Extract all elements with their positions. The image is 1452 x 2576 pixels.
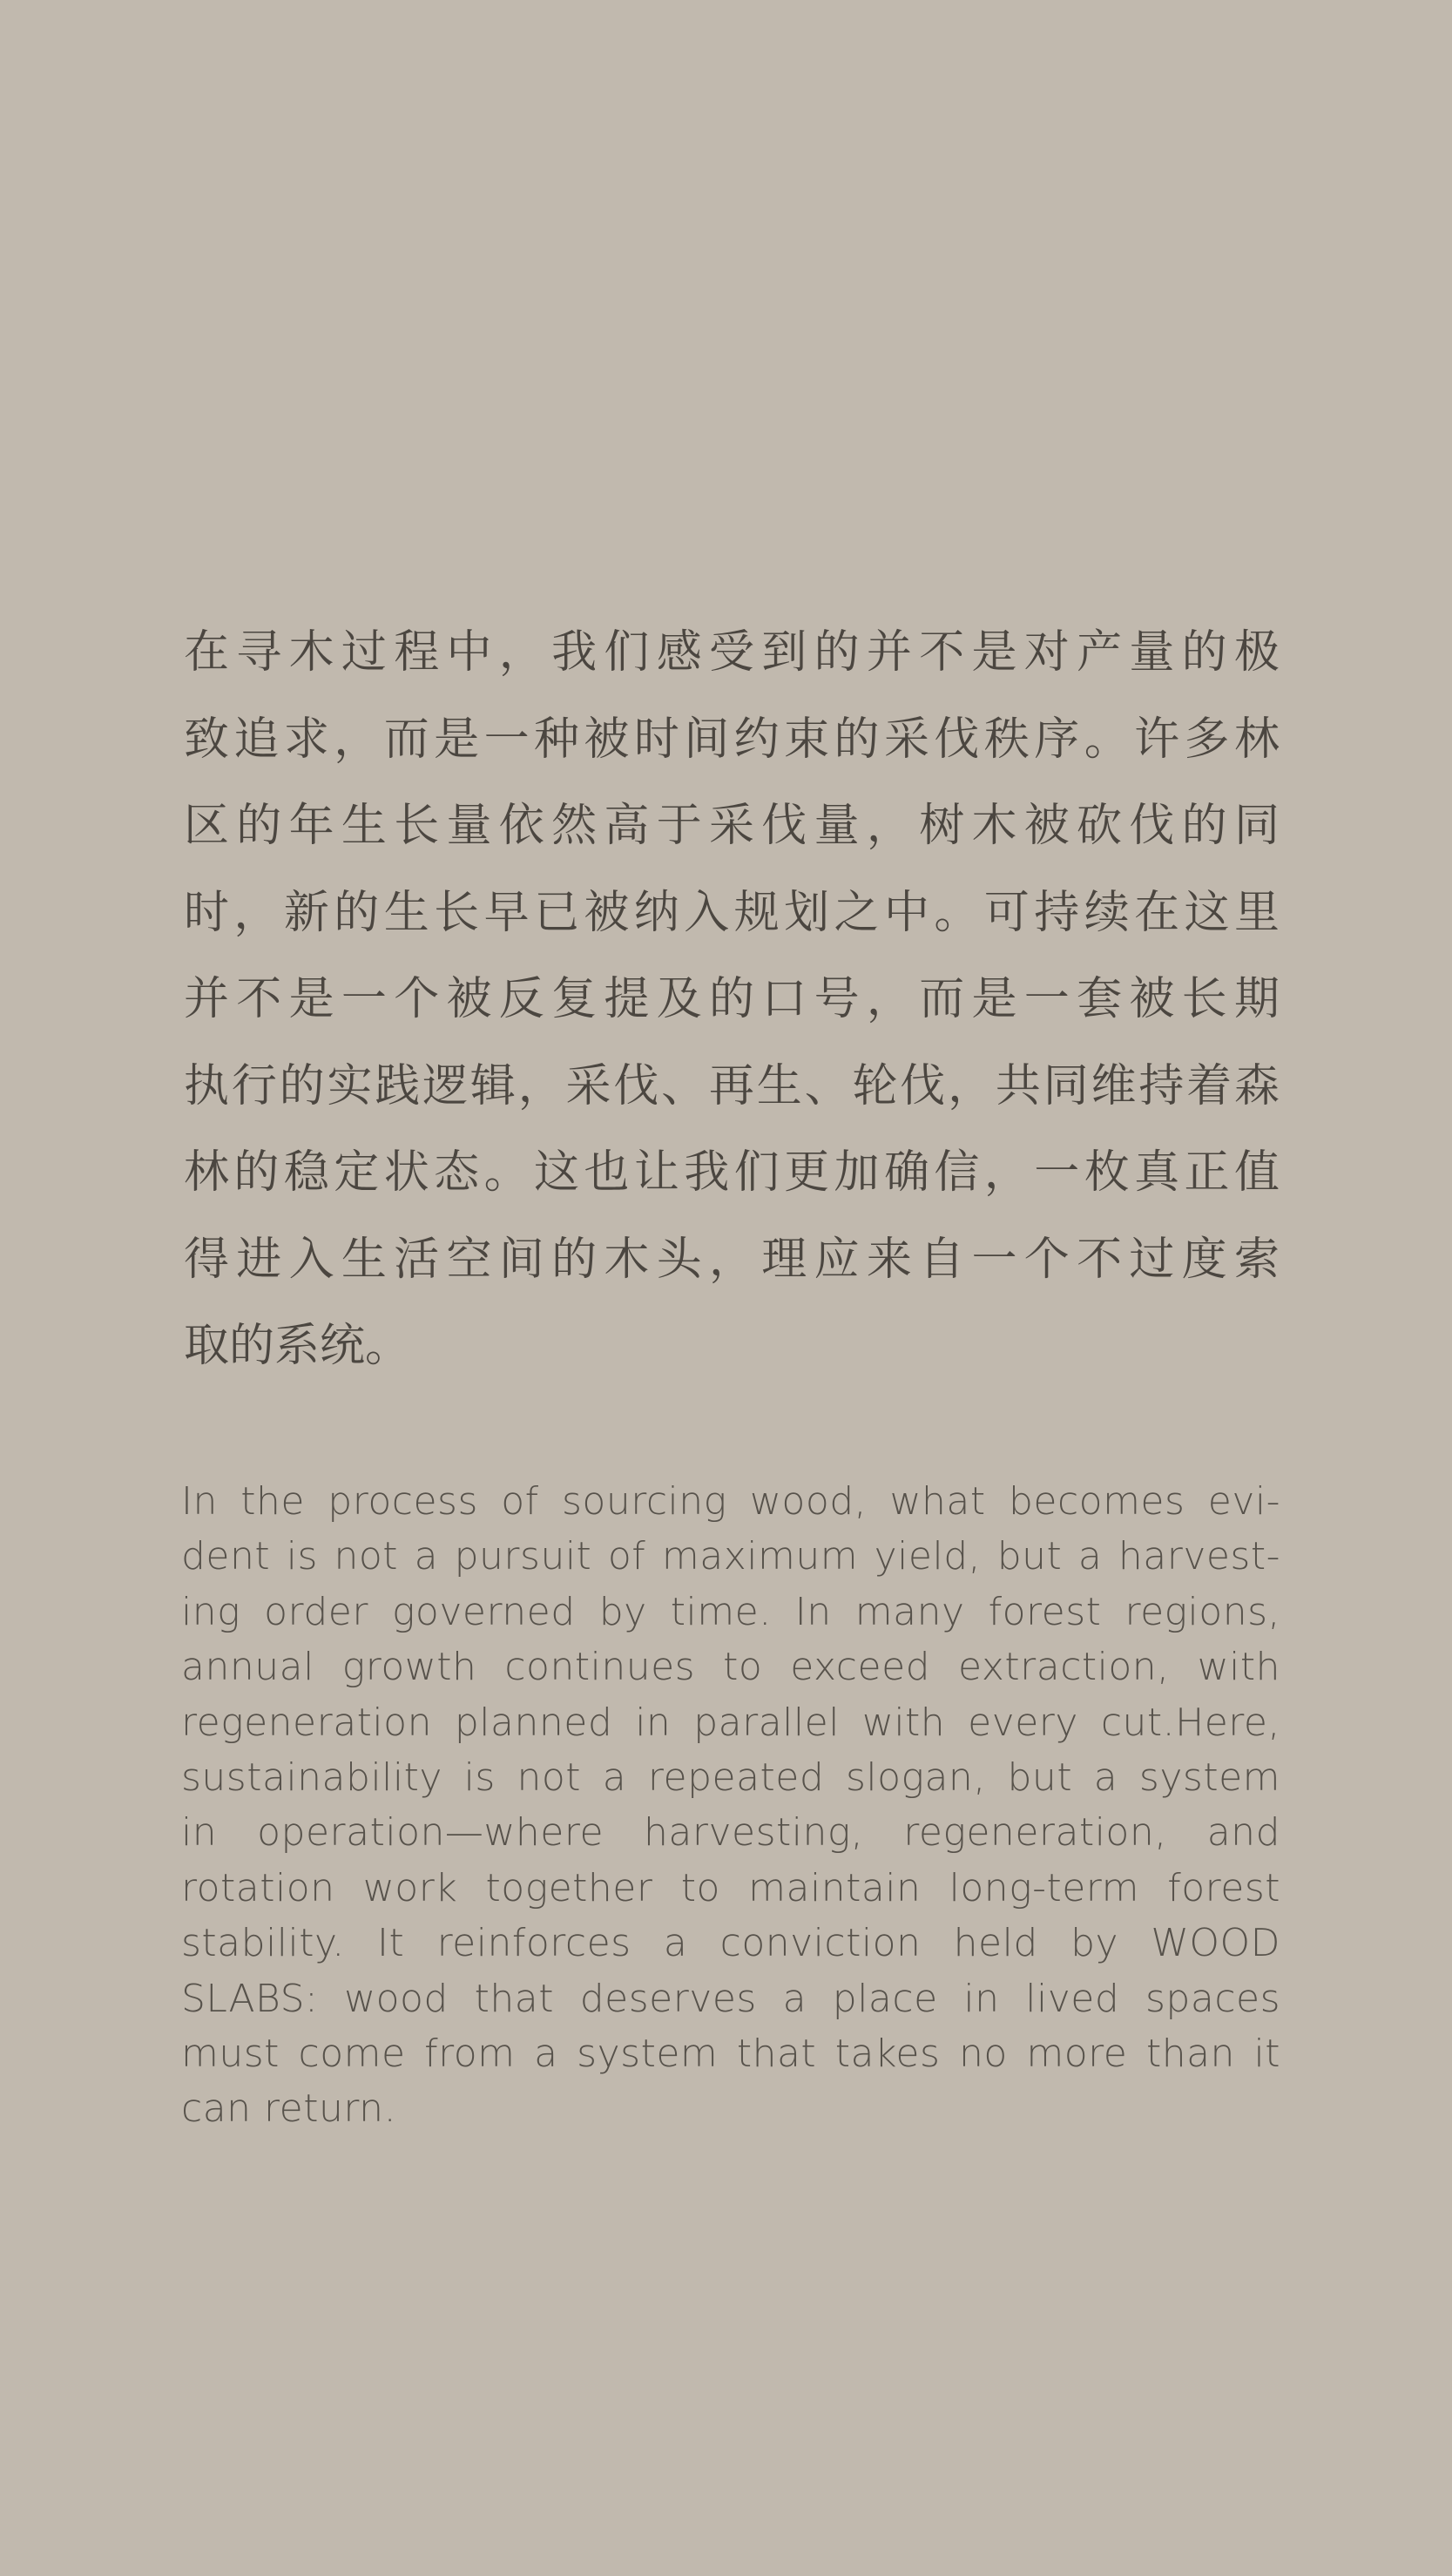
chinese-line: 并不是一个被反复提及的口号，而是一套被长期 bbox=[184, 973, 1280, 1025]
english-line: SLABS: wood that deserves a place in lived spaces bbox=[181, 1976, 1280, 2021]
chinese-line: 时，新的生长早已被纳入规划之中。可持续在这里 bbox=[184, 886, 1280, 939]
english-line: annual growth continues to exceed extraction, with bbox=[181, 1645, 1280, 1690]
chinese-line: 林的稳定状态。这也让我们更加确信，一枚真正值 bbox=[184, 1146, 1280, 1199]
chinese-line: 在寻木过程中，我们感受到的并不是对产量的极 bbox=[184, 626, 1280, 679]
english-line: dent is not a pursuit of maximum yield, but a harvest- bbox=[181, 1534, 1280, 1579]
chinese-line: 致追求，而是一种被时间约束的采伐秩序。许多林 bbox=[184, 713, 1280, 766]
english-line: regeneration planned in parallel with every cut.Here, bbox=[181, 1700, 1280, 1745]
chinese-paragraph bbox=[184, 610, 1280, 1390]
english-line: can return. bbox=[181, 2086, 397, 2132]
english-line: ing order governed by time. In many forest regions, bbox=[181, 1589, 1280, 1634]
english-paragraph bbox=[181, 1474, 1280, 2137]
english-line: stability. It reinforces a conviction held by WOOD bbox=[181, 1921, 1280, 1966]
english-line: sustainability is not a repeated slogan, but a system bbox=[181, 1755, 1280, 1800]
chinese-line: 取的系统。 bbox=[184, 1320, 411, 1372]
english-line: rotation work together to maintain long-term forest bbox=[181, 1865, 1280, 1910]
chinese-line: 区的年生长量依然高于采伐量，树木被砍伐的同 bbox=[184, 800, 1280, 852]
chinese-line: 执行的实践逻辑，采伐、再生、轮伐，共同维持着森 bbox=[184, 1059, 1280, 1112]
english-line: must come from a system that takes no more than it bbox=[181, 2031, 1280, 2076]
chinese-line: 得进入生活空间的木头，理应来自一个不过度索 bbox=[184, 1233, 1280, 1286]
english-line: in operation—where harvesting, regeneration, and bbox=[181, 1810, 1280, 1856]
english-line: In the process of sourcing wood, what becomes evi- bbox=[181, 1479, 1280, 1524]
